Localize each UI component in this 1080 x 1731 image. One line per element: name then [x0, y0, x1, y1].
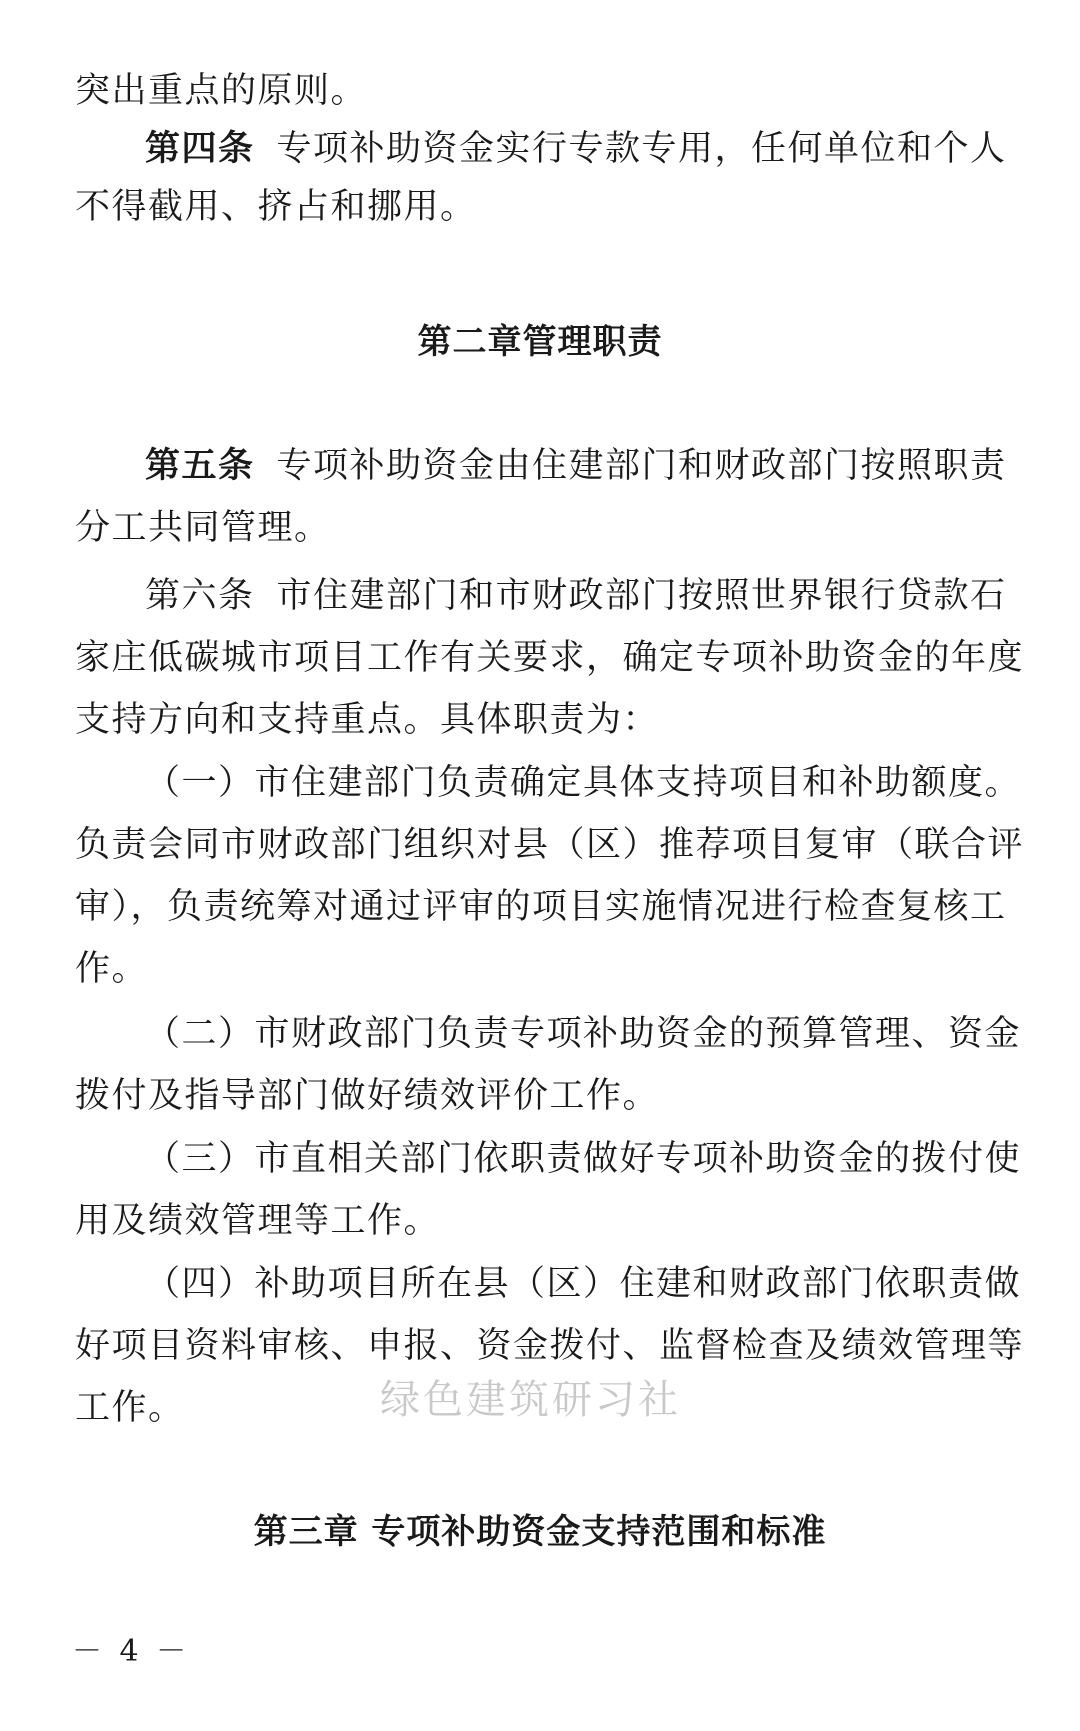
article-6-line-1 — [145, 565, 1005, 627]
item-1-line-1: （一）市住建部门负责确定具体支持项目和补助额度。 — [145, 763, 1022, 803]
article-6-line-2: 家庄低碳城市项目工作有关要求，确定专项补助资金的年度 — [75, 638, 1025, 678]
article-4-line-1 — [145, 118, 1005, 180]
item-1-line-4: 作。 — [75, 949, 149, 989]
article-4-label: 第四条 — [145, 129, 255, 169]
article-6-text: 市住建部门和市财政部门按照世界银行贷款石 — [276, 576, 1007, 616]
watermark: 绿色建筑研习社 — [380, 1377, 681, 1423]
item-3-line-1: （三）市直相关部门依职责做好专项补助资金的拨付使 — [145, 1139, 1022, 1179]
article-4-line-2: 不得截用、挤占和挪用。 — [75, 187, 477, 227]
article-4-text: 专项补助资金实行专款专用，任何单位和个人 — [276, 129, 1007, 169]
chapter-2-heading: 第二章管理职责 — [417, 322, 663, 362]
chapter-3-heading: 第三章 专项补助资金支持范围和标准 — [253, 1512, 827, 1552]
article-5-text: 专项补助资金由住建部门和财政部门按照职责 — [276, 446, 1007, 486]
item-1-line-2: 负责会同市财政部门组织对县（区）推荐项目复审（联合评 — [75, 825, 1025, 865]
article-6-line-3: 支持方向和支持重点。具体职责为： — [75, 700, 660, 740]
page-number: － 4 － — [72, 1634, 191, 1669]
article-5-line-1 — [145, 435, 1005, 497]
item-1-line-3: 审），负责统筹对通过评审的项目实施情况进行检查复核工 — [75, 887, 1007, 927]
item-4-line-3: 工作。 — [75, 1388, 185, 1428]
item-2-line-1: （二）市财政部门负责专项补助资金的预算管理、资金 — [145, 1014, 1022, 1054]
text-line: 突出重点的原则。 — [75, 71, 368, 111]
article-5-label: 第五条 — [145, 446, 255, 486]
item-2-line-2: 拨付及指导部门做好绩效评价工作。 — [75, 1076, 660, 1116]
item-4-line-2: 好项目资料审核、申报、资金拨付、监督检查及绩效管理等 — [75, 1326, 1025, 1366]
item-3-line-2: 用及绩效管理等工作。 — [75, 1201, 441, 1241]
article-5-line-2: 分工共同管理。 — [75, 508, 331, 548]
article-6-label: 第六条 — [145, 576, 255, 616]
item-4-line-1: （四）补助项目所在县（区）住建和财政部门依职责做 — [145, 1264, 1022, 1304]
